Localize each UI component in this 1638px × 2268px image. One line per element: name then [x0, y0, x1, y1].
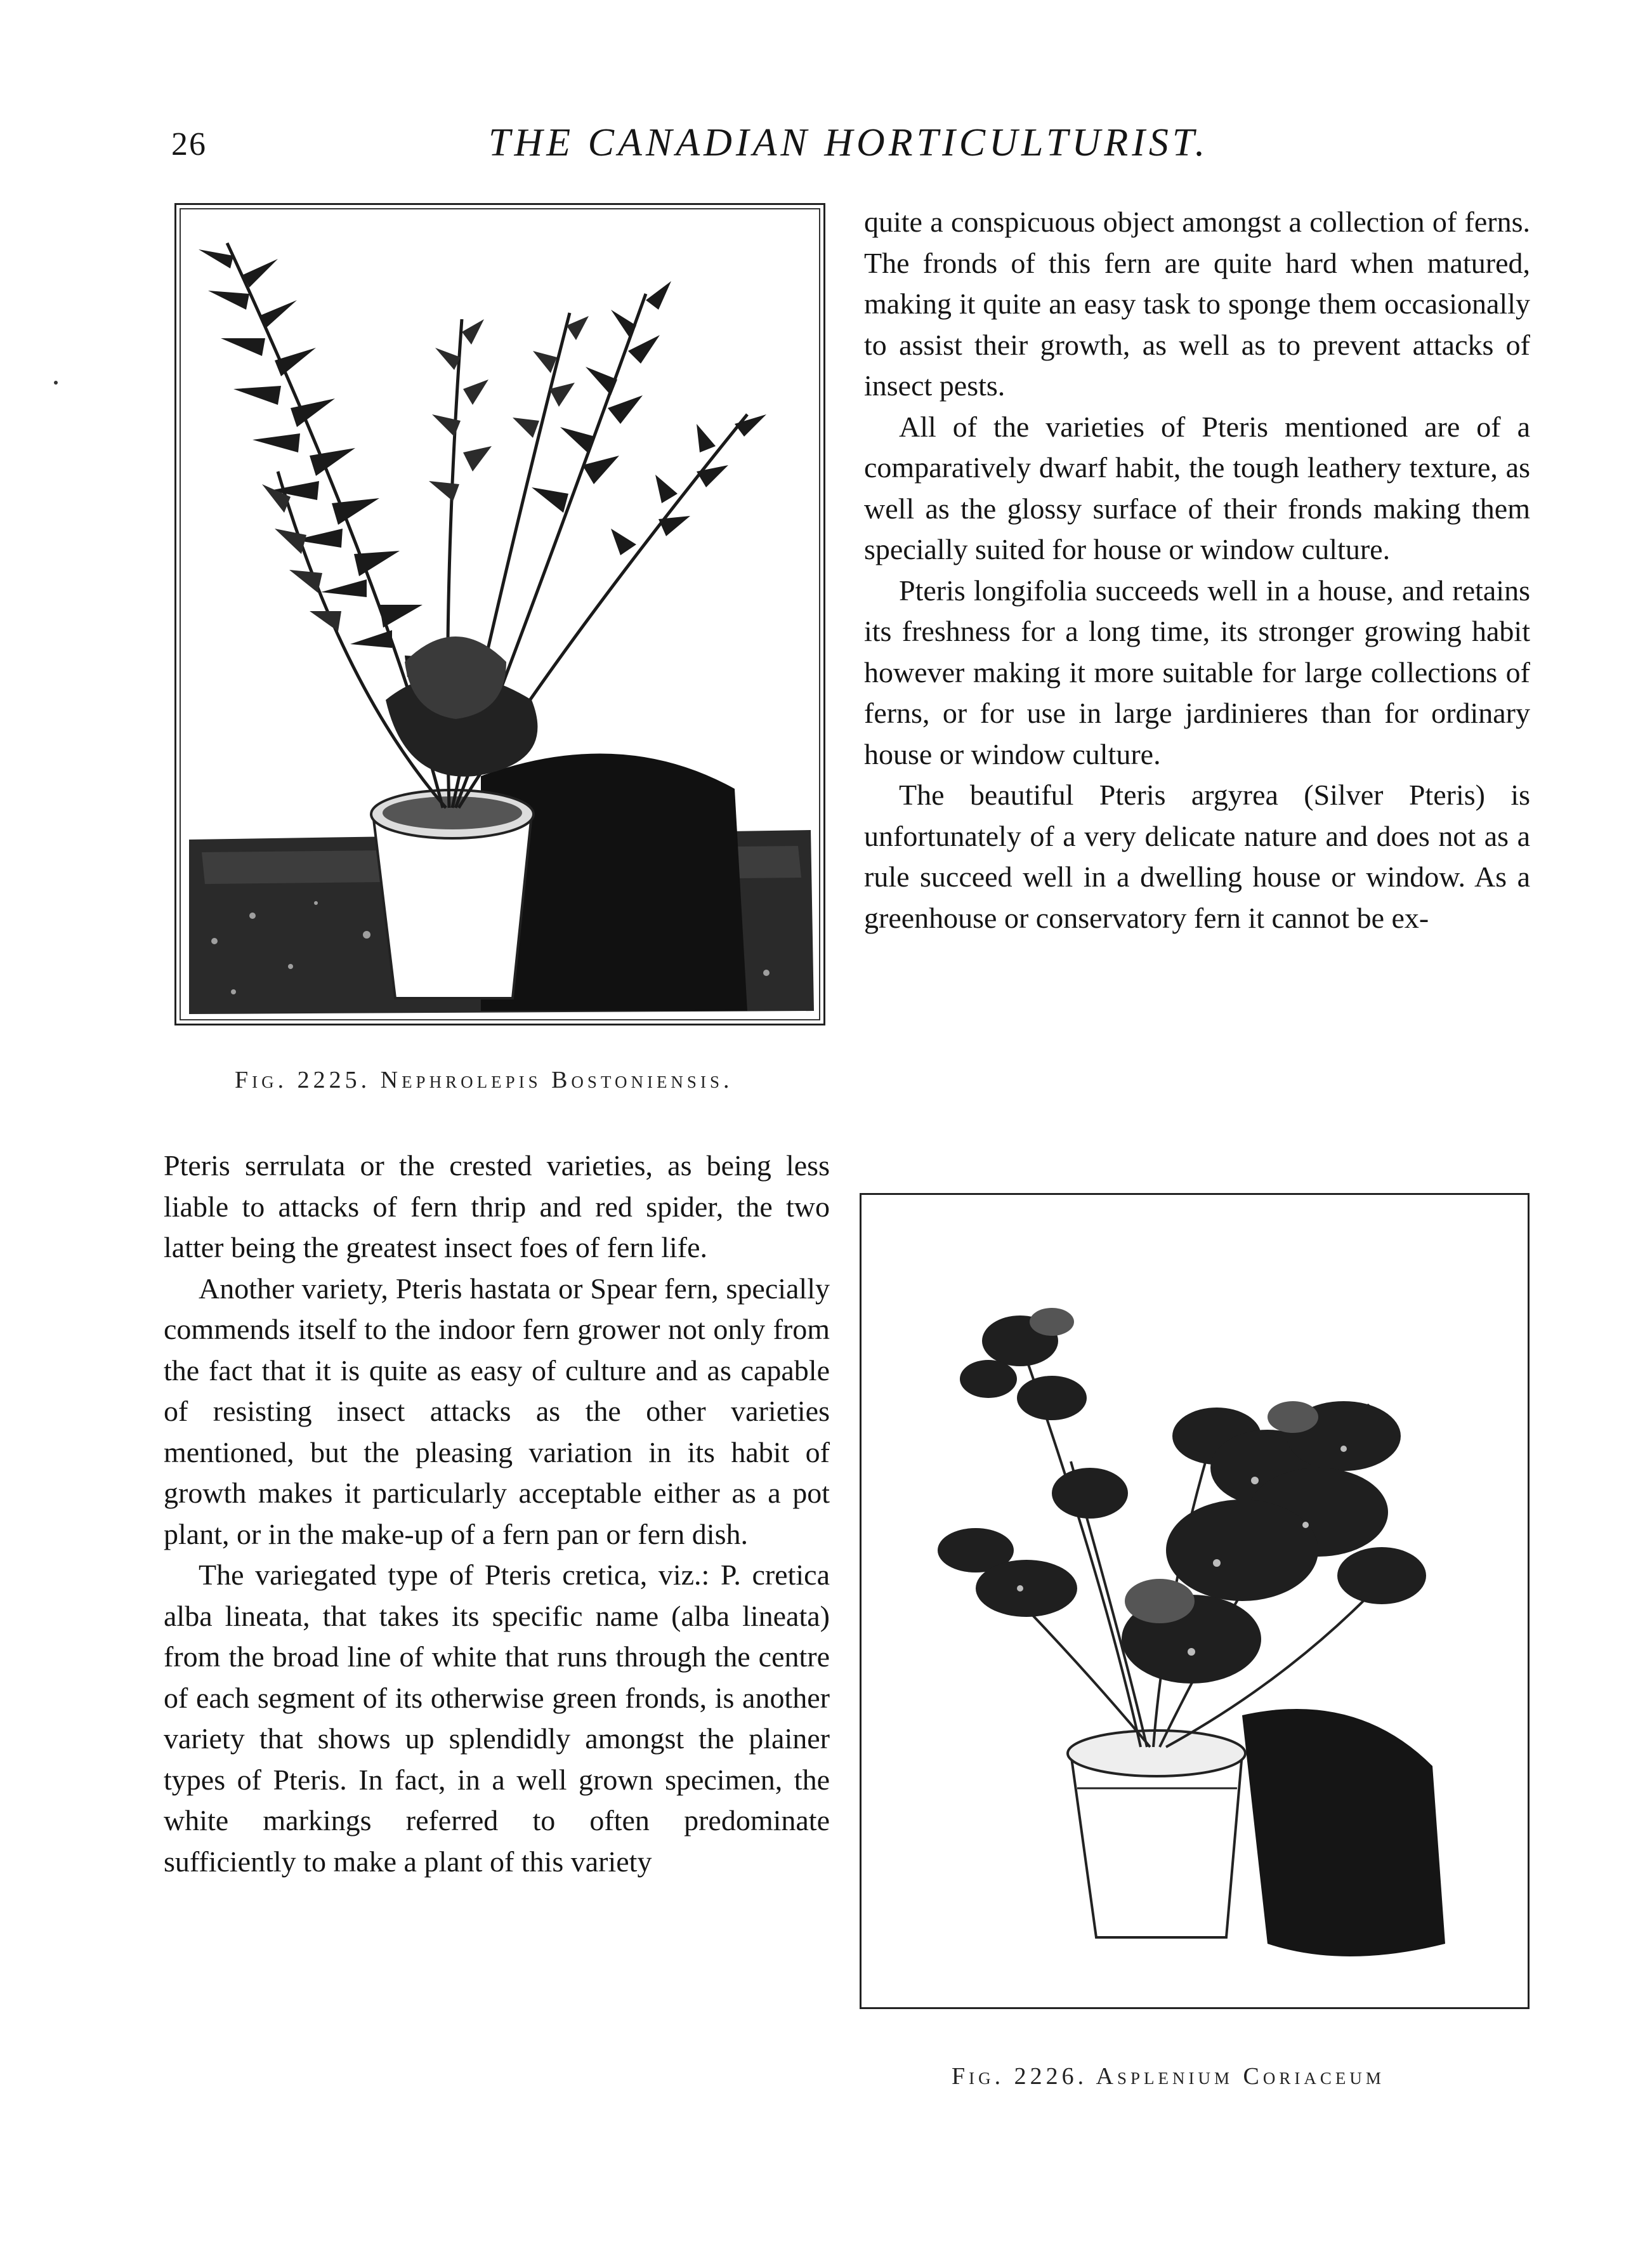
- right-column-text: [864, 202, 1530, 939]
- paragraph: All of the varieties of Pteris mentioned are of a comparatively dwarf habit, the tough leathery texture, as well as the glossy surface of their fronds making them specially suited for house or window culture.: [864, 410, 1530, 565]
- page-header: [159, 121, 1491, 178]
- paragraph: Pteris serrulata or the crested varieties, as being less liable to attacks of fern thrip and red spider, the two latter being the greatest insect foes of fern life.: [164, 1149, 830, 1263]
- figure-caption-asplenium: Fig. 2226. Asplenium Coriaceum: [952, 2063, 1385, 2090]
- paragraph: Another variety, Pteris hastata or Spear fern, specially commends itself to the indoor fern grower not only from the fact that it is quite as easy of culture and as capable of resisting insect attacks as the other varieties mentioned, but the pleasing variation in its habit of growth makes it particularly acceptable either as a pot plant, or in the make-up of a fern pan or fern dish.: [164, 1272, 830, 1550]
- paragraph: The variegated type of Pteris cretica, viz.: P. cretica alba lineata, that takes its specific name (alba lineata) from the broad line of white that runs through the centre of each segment of its otherwise green fronds, is another variety that shows up splendidly amongst the plainer types of Pteris. In fact, in a well grown specimen, the white markings referred to often predominate sufficiently to make a plant of this variety: [164, 1559, 830, 1878]
- paragraph: The beautiful Pteris argyrea (Silver Pteris) is unfortunately of a very delicate nature and does not as a rule succeed well in a dwelling house or window. As a greenhouse or conservatory fern it cannot be ex-: [864, 779, 1530, 934]
- paragraph: quite a conspicuous object amongst a collection of ferns. The fronds of this fern are quite hard when matured, making it quite an easy task to sponge them occasionally to assist their growth, as well as to prevent attacks of insect pests.: [864, 206, 1530, 402]
- fern-illustration-2: [862, 1195, 1528, 2007]
- figure-caption-nephrolepis: Fig. 2225. Nephrolepis Bostoniensis.: [235, 1067, 733, 1093]
- running-title: THE CANADIAN HORTICULTURIST.: [488, 121, 1209, 164]
- left-column-text: [164, 1145, 830, 1882]
- paragraph: Pteris longifolia succeeds well in a house, and retains its freshness for a long time, its stronger growing habit however making it more suitable for large collections of ferns, or for use in large jardinieres than for ordinary house or window culture.: [864, 574, 1530, 770]
- figure-asplenium-photo: [860, 1193, 1530, 2009]
- page-number: 26: [171, 126, 207, 162]
- fern-illustration-1: [176, 205, 823, 1024]
- figure-nephrolepis-photo: [174, 203, 825, 1025]
- stray-mark: [54, 381, 58, 385]
